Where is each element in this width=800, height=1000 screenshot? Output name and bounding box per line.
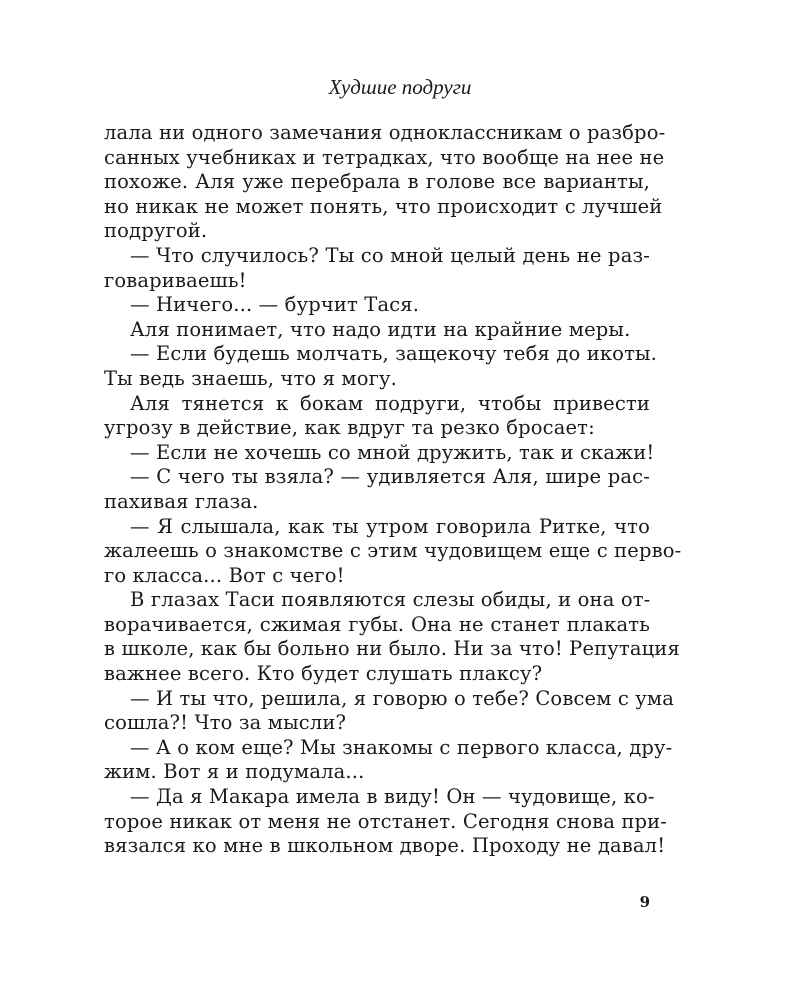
text-line: пахивая глаза. — [104, 489, 259, 513]
text-line: В глазах Таси появляются слезы обиды, и она от- — [130, 588, 651, 612]
text-line: говариваешь! — [104, 268, 247, 292]
running-head-title: Худшие подруги — [328, 75, 472, 99]
text-line: подругой. — [104, 219, 208, 243]
text-line: — Если не хочешь со мной дружить, так и скажи! — [130, 440, 655, 464]
text-line: — Да я Макара имела в виду! Он — чудовище, ко- — [130, 785, 655, 809]
text-line: — С чего ты взяла? — удивляется Аля, шире рас- — [130, 465, 650, 489]
text-line: — И ты что, решила, я говорю о тебе? Совсем с ума — [130, 686, 675, 710]
text-line: — Если будешь молчать, защекочу тебя до икоты. — [130, 342, 658, 366]
text-line: угрозу в действие, как вдруг та резко бросает: — [104, 416, 595, 440]
text-line: лала ни одного замечания одноклассникам о разбро- — [104, 121, 666, 144]
text-line: но никак не может понять, что происходит с лучшей — [104, 194, 663, 218]
text-line: Аля тянется к бокам подруги, чтобы привести — [130, 391, 650, 415]
text-line: жим. Вот я и подумала... — [104, 760, 365, 784]
page-number: 9 — [639, 893, 650, 911]
text-line: Ты ведь знаешь, что я могу. — [104, 366, 397, 390]
text-line: похоже. Аля уже перебрала в голове все варианты, — [104, 170, 650, 194]
body-text — [104, 121, 682, 859]
text-line: — Что случилось? Ты со мной целый день не раз- — [130, 243, 650, 267]
text-line: санных учебниках и тетрадках, что вообще на нее не — [104, 145, 665, 169]
text-line: ворачивается, сжимая губы. Она не станет плакать — [104, 612, 650, 636]
text-line: — Ничего... — бурчит Тася. — [130, 293, 420, 317]
text-line: Аля понимает, что надо идти на крайние меры. — [130, 317, 631, 341]
text-line: сошла?! Что за мысли? — [104, 711, 347, 735]
text-line: го класса... Вот с чего! — [104, 563, 345, 587]
text-line: — А о ком еще? Мы знакомы с первого класса, дру- — [130, 735, 673, 759]
text-line: жалеешь о знакомстве с этим чудовищем еще с перво- — [104, 539, 682, 563]
text-line: в школе, как бы больно ни было. Ни за что! Репутация — [104, 637, 680, 661]
text-line: — Я слышала, как ты утром говорила Ритке, что — [130, 514, 650, 538]
text-line: важнее всего. Кто будет слушать плаксу? — [104, 662, 543, 686]
text-line: торое никак от меня не отстанет. Сегодня снова при- — [104, 809, 668, 833]
text-line: вязался ко мне в школьном дворе. Проходу не давал! — [104, 834, 666, 858]
